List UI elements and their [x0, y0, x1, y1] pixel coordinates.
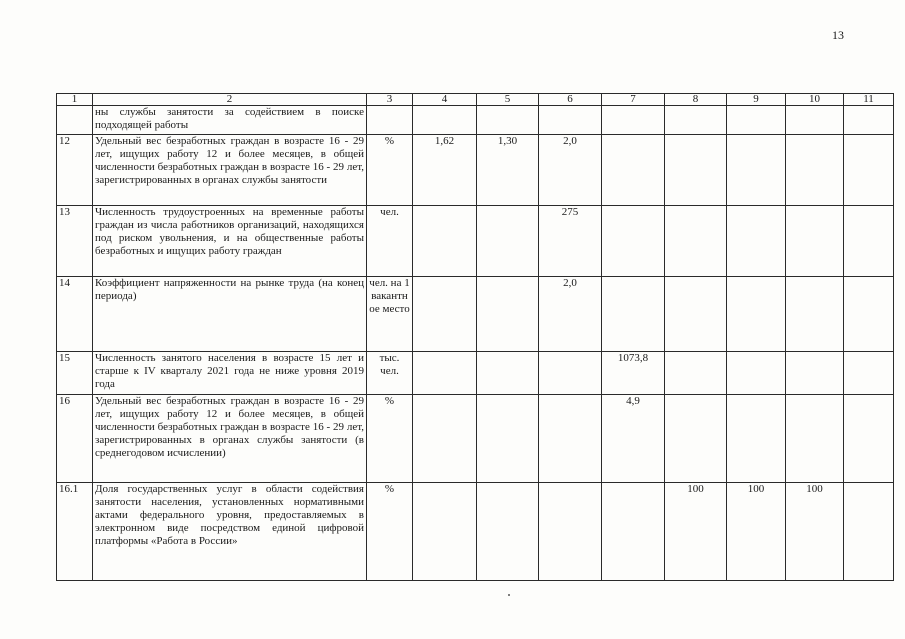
value-cell: 1,30 [477, 135, 539, 206]
header-cell: 11 [844, 94, 894, 106]
value-cell [844, 352, 894, 395]
value-cell [844, 483, 894, 581]
indicators-table [56, 93, 894, 581]
indicator-name: Численность занятого населения в возрасте 15 лет и старше к IV кварталу 2021 года не ниже уровня 2019 года [93, 352, 367, 395]
value-cell [727, 135, 786, 206]
value-cell [844, 106, 894, 135]
value-cell [602, 206, 665, 277]
row-number: 16.1 [57, 483, 93, 581]
value-cell [477, 106, 539, 135]
value-cell [477, 395, 539, 483]
indicator-name: ны службы занятости за содействием в поиске подходящей работы [93, 106, 367, 135]
value-cell: 100 [665, 483, 727, 581]
value-cell: 100 [786, 483, 844, 581]
header-cell: 8 [665, 94, 727, 106]
value-cell [665, 277, 727, 352]
indicator-name: Доля государственных услуг в области содействия занятости населения, установленных нормативными актами федерального уровня, предоставляемых в электронном виде посредством единой цифровой платформы «Работа в России» [93, 483, 367, 581]
value-cell [727, 352, 786, 395]
value-cell [786, 106, 844, 135]
value-cell [477, 352, 539, 395]
value-cell [539, 395, 602, 483]
value-cell [786, 277, 844, 352]
value-cell [602, 483, 665, 581]
value-cell [727, 106, 786, 135]
value-cell [844, 206, 894, 277]
header-cell: 6 [539, 94, 602, 106]
indicator-name: Коэффициент напряженности на рынке труда (на конец периода) [93, 277, 367, 352]
value-cell [413, 206, 477, 277]
page-number: 13 [832, 28, 844, 42]
value-cell [413, 106, 477, 135]
value-cell [539, 483, 602, 581]
header-row [57, 94, 894, 106]
table-row [57, 206, 894, 277]
unit-cell: тыс. чел. [367, 352, 413, 395]
value-cell [786, 395, 844, 483]
value-cell: 1,62 [413, 135, 477, 206]
unit-cell: чел. на 1 вакантное место [367, 277, 413, 352]
unit-cell [367, 106, 413, 135]
indicator-name: Удельный вес безработных граждан в возрасте 16 - 29 лет, ищущих работу 12 и более месяцев, в общей численности безработных граждан в возрасте 16 - 29 лет, зарегистрированных в органах службы занятости (в среднегодовом исчислении) [93, 395, 367, 483]
indicator-name: Численность трудоустроенных на временные работы граждан из числа работников организаций, находящихся под риском увольнения, и на общественные работы безработных и ищущих работу граждан [93, 206, 367, 277]
header-cell: 7 [602, 94, 665, 106]
header-cell: 1 [57, 94, 93, 106]
value-cell [665, 206, 727, 277]
value-cell [665, 352, 727, 395]
value-cell [786, 206, 844, 277]
row-number: 14 [57, 277, 93, 352]
value-cell [727, 395, 786, 483]
header-cell: 2 [93, 94, 367, 106]
value-cell [665, 106, 727, 135]
value-cell: 2,0 [539, 135, 602, 206]
value-cell: 275 [539, 206, 602, 277]
value-cell: 100 [727, 483, 786, 581]
table-row [57, 483, 894, 581]
value-cell [844, 135, 894, 206]
value-cell [786, 135, 844, 206]
value-cell [844, 395, 894, 483]
value-cell [602, 277, 665, 352]
value-cell [477, 206, 539, 277]
header-cell: 4 [413, 94, 477, 106]
value-cell [539, 352, 602, 395]
value-cell [413, 277, 477, 352]
table-row [57, 395, 894, 483]
value-cell [413, 395, 477, 483]
header-cell: 3 [367, 94, 413, 106]
value-cell [602, 135, 665, 206]
unit-cell: % [367, 135, 413, 206]
value-cell [539, 106, 602, 135]
header-cell: 9 [727, 94, 786, 106]
row-number: 13 [57, 206, 93, 277]
row-number: 12 [57, 135, 93, 206]
value-cell: 1073,8 [602, 352, 665, 395]
value-cell: 4,9 [602, 395, 665, 483]
row-number: 16 [57, 395, 93, 483]
table-row [57, 135, 894, 206]
value-cell [727, 206, 786, 277]
value-cell [413, 352, 477, 395]
value-cell [727, 277, 786, 352]
table-row [57, 277, 894, 352]
value-cell [477, 277, 539, 352]
unit-cell: % [367, 395, 413, 483]
value-cell [665, 395, 727, 483]
value-cell [844, 277, 894, 352]
unit-cell: % [367, 483, 413, 581]
table-row [57, 352, 894, 395]
scan-speck [508, 594, 510, 596]
value-cell [477, 483, 539, 581]
indicator-name: Удельный вес безработных граждан в возрасте 16 - 29 лет, ищущих работу 12 и более месяцев, в общей численности безработных граждан в возрасте 16 - 29 лет, зарегистрированных в органах службы занятости [93, 135, 367, 206]
value-cell: 2,0 [539, 277, 602, 352]
value-cell [602, 106, 665, 135]
value-cell [786, 352, 844, 395]
header-cell: 5 [477, 94, 539, 106]
row-number [57, 106, 93, 135]
header-cell: 10 [786, 94, 844, 106]
table-row [57, 106, 894, 135]
value-cell [413, 483, 477, 581]
row-number: 15 [57, 352, 93, 395]
unit-cell: чел. [367, 206, 413, 277]
value-cell [665, 135, 727, 206]
